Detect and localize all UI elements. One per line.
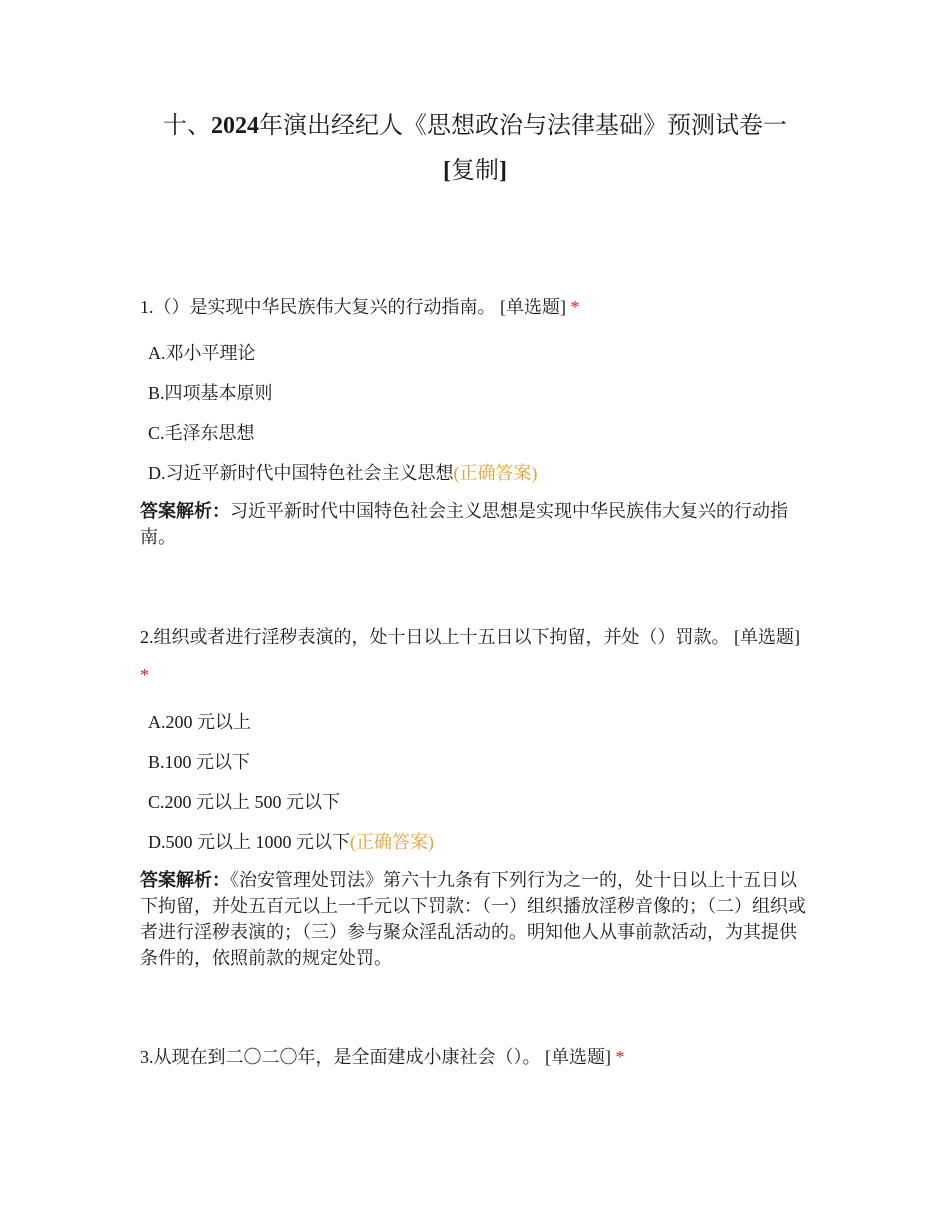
question-type-tag: [单选题] xyxy=(734,627,800,647)
q1-option-c[interactable]: C.毛泽东思想 xyxy=(148,423,255,443)
question-2 xyxy=(140,618,810,694)
q1-option-b[interactable]: B.四项基本原则 xyxy=(148,383,273,403)
q2-option-a[interactable]: A.200 元以上 xyxy=(148,712,251,732)
title-main: 年演出经纪人《思想政治与法律基础》预测试卷一 xyxy=(259,113,787,139)
required-marker: * xyxy=(615,1047,625,1067)
q2-option-d[interactable] xyxy=(148,829,434,855)
question-3 xyxy=(140,1038,810,1076)
analysis-label: 答案解析： xyxy=(140,870,230,891)
analysis-text: 习近平新时代中国特色社会主义思想是实现中华民族伟大复兴的行动指南。 xyxy=(140,501,788,548)
question-number: 1. xyxy=(140,297,154,317)
q2-option-b[interactable]: B.100 元以下 xyxy=(148,752,251,772)
question-number: 3. xyxy=(140,1047,154,1067)
title-bracket-open: [ xyxy=(443,158,451,184)
question-1 xyxy=(140,288,810,326)
option-text: D.500 元以上 1000 元以下 xyxy=(148,832,350,852)
title-year: 2024 xyxy=(211,113,259,139)
title-prefix: 十、 xyxy=(163,113,211,139)
analysis-label: 答案解析： xyxy=(140,501,230,522)
question-type-tag: [单选题] xyxy=(500,297,566,317)
question-type-tag: [单选题] xyxy=(545,1047,611,1067)
title-bracket-close: ] xyxy=(499,158,507,184)
question-text: 组织或者进行淫秽表演的，处十日以上十五日以下拘留，并处（）罚款。 xyxy=(153,627,730,647)
question-text: （）是实现中华民族伟大复兴的行动指南。 xyxy=(153,297,496,317)
analysis-text: 《治安管理处罚法》第六十九条有下列行为之一的，处十日以上十五日以下拘留，并处五百元以上一千元以下罚款：（一）组织播放淫秽音像的；（二）组织或者进行淫秽表演的；（三）参与聚众淫乱活动的。明知他人从事前款活动，为其提供条件的，依照前款的规定处罚。 xyxy=(140,870,806,969)
title-suffix: 复制 xyxy=(451,158,499,184)
option-text: D.习近平新时代中国特色社会主义思想 xyxy=(148,463,454,483)
question-text: 从现在到二〇二〇年，是全面建成小康社会（）。 xyxy=(153,1047,541,1067)
q2-analysis xyxy=(140,868,812,972)
q1-option-d[interactable] xyxy=(148,460,538,486)
q1-option-a[interactable]: A.邓小平理论 xyxy=(148,343,256,363)
required-marker: * xyxy=(140,665,149,685)
correct-answer-marker: (正确答案) xyxy=(350,832,434,852)
question-number: 2. xyxy=(140,627,154,647)
required-marker: * xyxy=(570,297,580,317)
q2-option-c[interactable]: C.200 元以上 500 元以下 xyxy=(148,792,341,812)
q1-analysis xyxy=(140,499,812,551)
page-title xyxy=(140,104,810,194)
correct-answer-marker: (正确答案) xyxy=(453,463,538,483)
